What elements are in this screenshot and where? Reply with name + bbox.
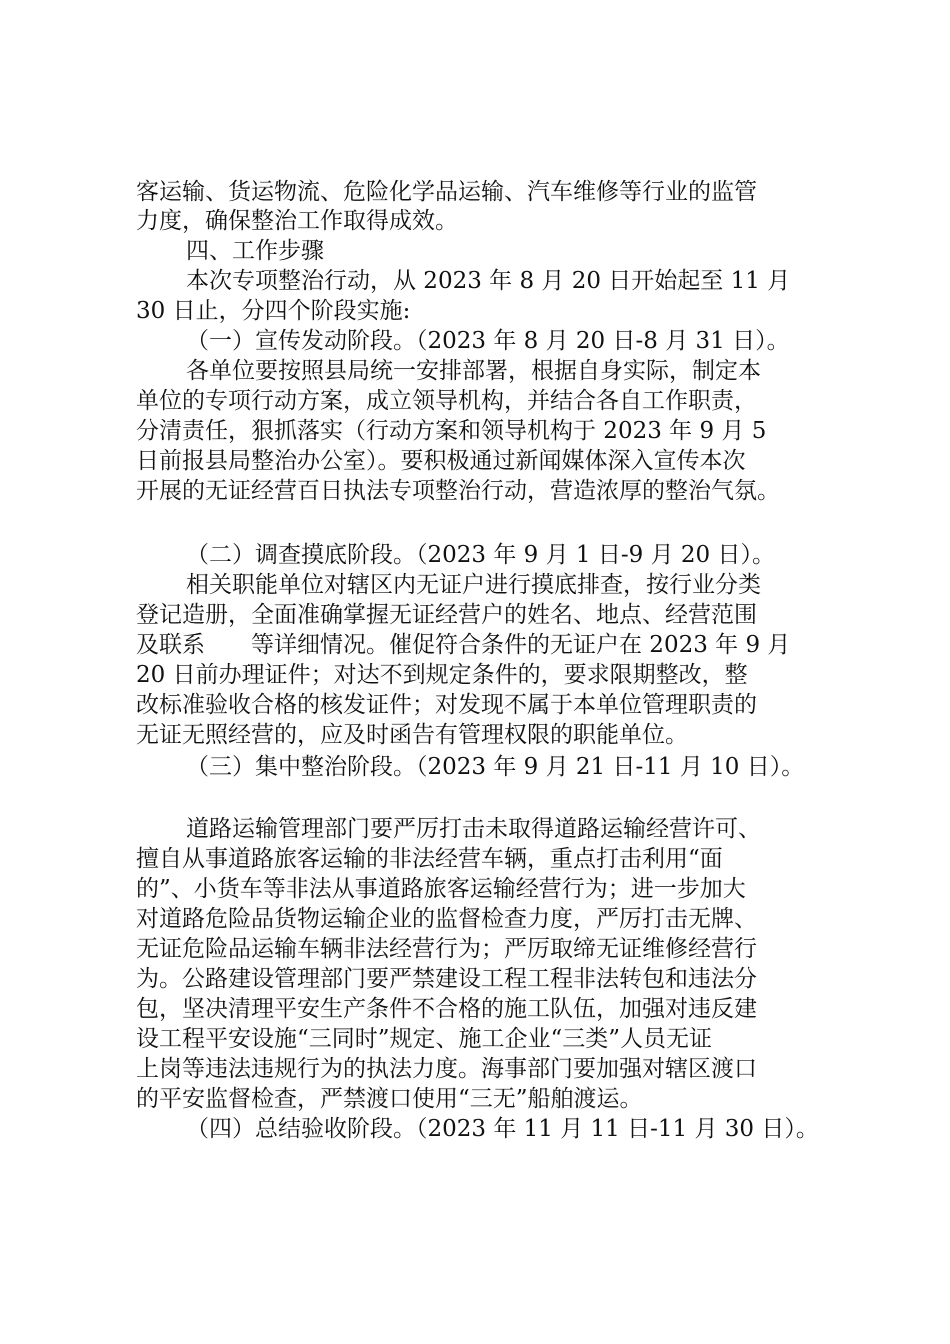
text-line-2: 力度，确保整治工作取得成效。 <box>136 208 458 234</box>
text-line-8: 单位的专项行动方案，成立领导机构，并结合各自工作职责， <box>136 388 757 414</box>
text-line-4: 本次专项整治行动，从 2023 年 8 月 20 日开始起至 11 月 <box>186 268 791 294</box>
text-line-9: 分清责任，狠抓落实（行动方案和领导机构于 2023 年 9 月 5 <box>136 418 767 444</box>
text-line-28: 上岗等违法违规行为的执法力度。海事部门要加强对辖区渡口 <box>136 1056 757 1082</box>
text-line-20: 道路运输管理部门要严厉打击未取得道路运输经营许可、 <box>186 816 761 842</box>
stage-heading-2: （二）调查摸底阶段。（2023 年 9 月 1 日-9 月 20 日）。 <box>186 542 775 568</box>
text-line-15: 及联系 等详细情况。催促符合条件的无证户在 2023 年 9 月 <box>136 632 791 658</box>
section-heading-work-steps: 四、工作步骤 <box>186 238 324 264</box>
stage-heading-4: （四）总结验收阶段。（2023 年 11 月 11 日-11 月 30 日）。 <box>186 1116 819 1142</box>
text-line-24: 无证危险品运输车辆非法经营行为；严厉取缔无证维修经营行 <box>136 936 757 962</box>
text-line-21: 擅自从事道路旅客运输的非法经营车辆，重点打击利用“面 <box>136 846 723 872</box>
text-line-5: 30 日止，分四个阶段实施: <box>136 298 411 324</box>
text-line-29: 的平安监督检查，严禁渡口使用“三无”船舶渡运。 <box>136 1086 643 1112</box>
text-line-7: 各单位要按照县局统一安排部署，根据自身实际，制定本 <box>186 358 761 384</box>
text-line-11: 开展的无证经营百日执法专项整治行动，营造浓厚的整治气氛。 <box>136 478 780 504</box>
text-line-25: 为。公路建设管理部门要严禁建设工程工程非法转包和违法分 <box>136 966 757 992</box>
text-line-17: 改标准验收合格的核发证件；对发现不属于本单位管理职责的 <box>136 692 757 718</box>
stage-heading-1: （一）宣传发动阶段。（2023 年 8 月 20 日-8 月 31 日）。 <box>186 328 790 354</box>
text-line-18: 无证无照经营的，应及时函告有管理权限的职能单位。 <box>136 722 688 748</box>
text-line-10: 日前报县局整治办公室）。要积极通过新闻媒体深入宣传本次 <box>136 448 746 474</box>
text-line-1: 客运输、货运物流、危险化学品运输、汽车维修等行业的监管 <box>136 179 757 205</box>
text-line-26: 包，坚决清理平安生产条件不合格的施工队伍，加强对违反建 <box>136 996 757 1022</box>
text-line-27: 设工程平安设施“三同时”规定、施工企业“三类”人员无证 <box>136 1026 713 1052</box>
text-line-14: 登记造册，全面准确掌握无证经营户的姓名、地点、经营范围 <box>136 602 757 628</box>
text-line-22: 的”、小货车等非法从事道路旅客运输经营行为；进一步加大 <box>136 876 746 902</box>
text-line-23: 对道路危险品货物运输企业的监督检查力度，严厉打击无牌、 <box>136 906 757 932</box>
text-line-13: 相关职能单位对辖区内无证户进行摸底排查，按行业分类 <box>186 572 761 598</box>
text-line-16: 20 日前办理证件；对达不到规定条件的，要求限期整改，整 <box>136 662 748 688</box>
stage-heading-3: （三）集中整治阶段。（2023 年 9 月 21 日-11 月 10 日）。 <box>186 754 805 780</box>
